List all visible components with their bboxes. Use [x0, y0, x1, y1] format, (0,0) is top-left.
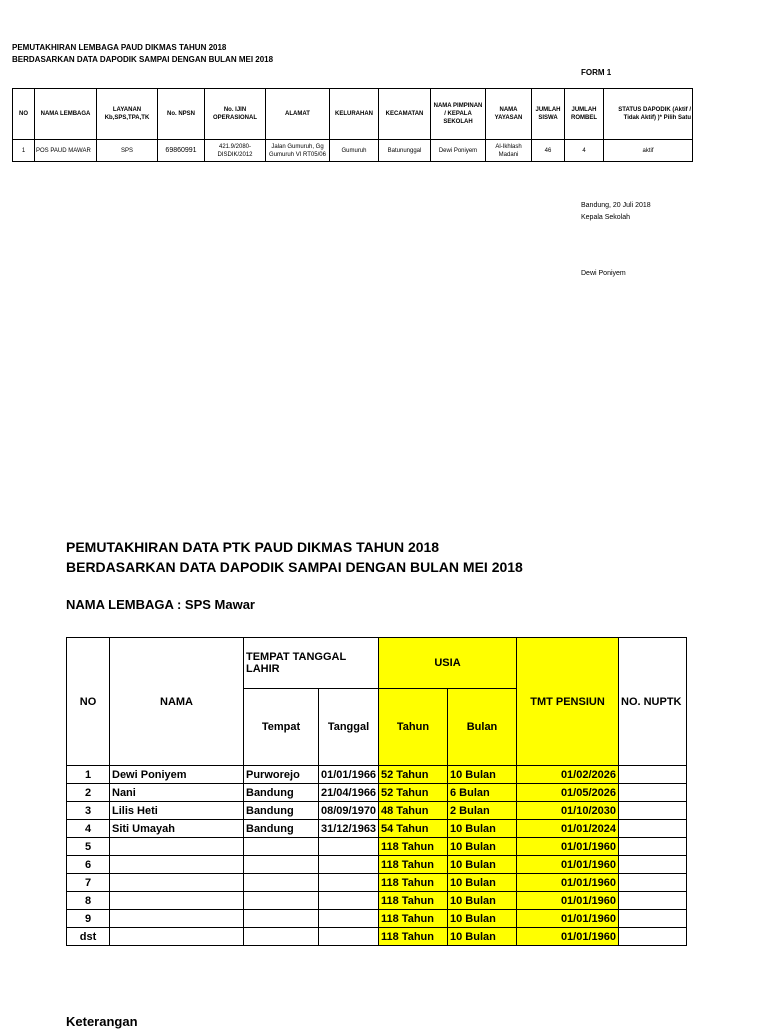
cell-tempat	[244, 874, 319, 892]
cell-nama: Siti Umayah	[110, 820, 244, 838]
cell-tempat: Purworejo	[244, 766, 319, 784]
ptk-title-line1: PEMUTAKHIRAN DATA PTK PAUD DIKMAS TAHUN 2018	[66, 539, 440, 555]
col-npsn: No. NPSN	[158, 89, 205, 140]
cell-tahun: 118 Tahun	[379, 874, 448, 892]
cell-nuptk	[619, 820, 687, 838]
cell-siswa: 46	[532, 140, 565, 162]
cell-nama	[110, 856, 244, 874]
cell-tmt: 01/01/2024	[517, 820, 619, 838]
cell-nama: Dewi Poniyem	[110, 766, 244, 784]
cell-status: aktif	[604, 140, 693, 162]
cell-nuptk	[619, 784, 687, 802]
lembaga-table	[12, 88, 693, 162]
cell-tanggal	[319, 928, 379, 946]
cell-tahun: 118 Tahun	[379, 910, 448, 928]
col-alamat: ALAMAT	[266, 89, 330, 140]
cell-nuptk	[619, 874, 687, 892]
col-bulan: Bulan	[448, 689, 517, 766]
cell-nama: Nani	[110, 784, 244, 802]
cell-alamat: Jalan Gumuruh, Gg Gumuruh VI RT05/06	[266, 140, 330, 162]
cell-bulan: 10 Bulan	[448, 892, 517, 910]
cell-tmt: 01/01/1960	[517, 874, 619, 892]
cell-nama	[110, 910, 244, 928]
cell-tahun: 118 Tahun	[379, 892, 448, 910]
cell-tmt: 01/01/1960	[517, 856, 619, 874]
cell-tahun: 118 Tahun	[379, 928, 448, 946]
table-row	[67, 910, 687, 928]
cell-tanggal	[319, 910, 379, 928]
cell-tempat: Bandung	[244, 802, 319, 820]
signature-place-date: Bandung, 20 Juli 2018	[581, 202, 651, 209]
cell-nama	[110, 874, 244, 892]
cell-no: 2	[67, 784, 110, 802]
ptk-table	[66, 637, 687, 946]
table-row	[67, 802, 687, 820]
cell-no: 1	[67, 766, 110, 784]
cell-bulan: 2 Bulan	[448, 802, 517, 820]
cell-tahun: 118 Tahun	[379, 838, 448, 856]
table-row	[67, 856, 687, 874]
table-row	[67, 820, 687, 838]
cell-tmt: 01/01/1960	[517, 892, 619, 910]
col-tanggal: Tanggal	[319, 689, 379, 766]
table-row	[67, 892, 687, 910]
table-row	[67, 766, 687, 784]
form1-title-line2: BERDASARKAN DATA DAPODIK SAMPAI DENGAN BULAN MEI 2018	[12, 55, 274, 64]
cell-no: 9	[67, 910, 110, 928]
cell-tahun: 118 Tahun	[379, 856, 448, 874]
cell-bulan: 10 Bulan	[448, 928, 517, 946]
cell-pimpinan: Dewi Poniyem	[431, 140, 486, 162]
cell-bulan: 10 Bulan	[448, 838, 517, 856]
col-ttl: TEMPAT TANGGAL LAHIR	[244, 638, 379, 689]
cell-tempat: Bandung	[244, 784, 319, 802]
cell-rombel: 4	[565, 140, 604, 162]
cell-tempat	[244, 838, 319, 856]
cell-no: dst	[67, 928, 110, 946]
cell-bulan: 10 Bulan	[448, 910, 517, 928]
cell-nuptk	[619, 838, 687, 856]
table-row	[67, 784, 687, 802]
cell-bulan: 10 Bulan	[448, 856, 517, 874]
cell-no: 8	[67, 892, 110, 910]
col-tahun: Tahun	[379, 689, 448, 766]
cell-ijin: 421.9/2080-DISDIK/2012	[205, 140, 266, 162]
cell-nuptk	[619, 928, 687, 946]
cell-tanggal: 21/04/1966	[319, 784, 379, 802]
cell-tmt: 01/01/1960	[517, 928, 619, 946]
col-nama-lembaga: NAMA LEMBAGA	[35, 89, 97, 140]
cell-bulan: 10 Bulan	[448, 766, 517, 784]
cell-kelurahan: Gumuruh	[330, 140, 379, 162]
col-yayasan: NAMA YAYASAN	[486, 89, 532, 140]
col-ijin: No. IJIN OPERASIONAL	[205, 89, 266, 140]
footer-label: Keterangan	[66, 1014, 138, 1029]
cell-tanggal	[319, 856, 379, 874]
cell-kecamatan: Batununggal	[379, 140, 431, 162]
cell-tanggal	[319, 874, 379, 892]
col-tmt: TMT PENSIUN	[517, 638, 619, 766]
cell-tempat: Bandung	[244, 820, 319, 838]
cell-tmt: 01/02/2026	[517, 766, 619, 784]
cell-no: 7	[67, 874, 110, 892]
cell-nama: Lilis Heti	[110, 802, 244, 820]
cell-nuptk	[619, 892, 687, 910]
cell-npsn: 69860991	[158, 140, 205, 162]
cell-tahun: 54 Tahun	[379, 820, 448, 838]
table-row	[67, 928, 687, 946]
cell-no: 6	[67, 856, 110, 874]
cell-tmt: 01/10/2030	[517, 802, 619, 820]
col-no: NO	[67, 638, 110, 766]
cell-tempat	[244, 856, 319, 874]
cell-layanan: SPS	[97, 140, 158, 162]
col-nama: NAMA	[110, 638, 244, 766]
signature-role: Kepala Sekolah	[581, 214, 631, 221]
cell-yayasan: Al-Ikhlash Madani	[486, 140, 532, 162]
cell-nuptk	[619, 802, 687, 820]
cell-tempat	[244, 928, 319, 946]
cell-nama	[110, 928, 244, 946]
cell-no: 1	[13, 140, 35, 162]
cell-nama	[110, 892, 244, 910]
col-tempat: Tempat	[244, 689, 319, 766]
ptk-body	[67, 766, 687, 946]
col-usia: USIA	[379, 638, 517, 689]
cell-bulan: 10 Bulan	[448, 820, 517, 838]
cell-tanggal: 31/12/1963	[319, 820, 379, 838]
cell-tahun: 48 Tahun	[379, 802, 448, 820]
cell-tanggal: 01/01/1966	[319, 766, 379, 784]
cell-nuptk	[619, 766, 687, 784]
cell-tanggal	[319, 838, 379, 856]
ptk-lembaga-name: NAMA LEMBAGA : SPS Mawar	[66, 597, 255, 612]
cell-tmt: 01/01/1960	[517, 838, 619, 856]
cell-no: 5	[67, 838, 110, 856]
table-row	[13, 140, 693, 162]
cell-nama-lembaga: POS PAUD MAWAR	[35, 140, 97, 162]
cell-nuptk	[619, 856, 687, 874]
col-layanan: LAYANAN Kb,SPS,TPA,TK	[97, 89, 158, 140]
table-row	[67, 874, 687, 892]
col-pimpinan: NAMA PIMPINAN / KEPALA SEKOLAH	[431, 89, 486, 140]
col-rombel: JUMLAH ROMBEL	[565, 89, 604, 140]
signature-name: Dewi Poniyem	[581, 270, 626, 277]
col-no: NO	[13, 89, 35, 140]
cell-tahun: 52 Tahun	[379, 766, 448, 784]
cell-tmt: 01/01/1960	[517, 910, 619, 928]
cell-bulan: 6 Bulan	[448, 784, 517, 802]
cell-tmt: 01/05/2026	[517, 784, 619, 802]
cell-tahun: 52 Tahun	[379, 784, 448, 802]
col-siswa: JUMLAH SISWA	[532, 89, 565, 140]
cell-no: 4	[67, 820, 110, 838]
cell-tanggal: 08/09/1970	[319, 802, 379, 820]
ptk-title-line2: BERDASARKAN DATA DAPODIK SAMPAI DENGAN BULAN MEI 2018	[66, 559, 523, 575]
col-status: STATUS DAPODIK (Aktif / Tidak Aktif) )* Pilih Satu	[604, 89, 693, 140]
cell-nuptk	[619, 910, 687, 928]
col-kelurahan: KELURAHAN	[330, 89, 379, 140]
cell-no: 3	[67, 802, 110, 820]
col-kecamatan: KECAMATAN	[379, 89, 431, 140]
cell-tempat	[244, 910, 319, 928]
cell-tempat	[244, 892, 319, 910]
form-label: FORM 1	[581, 68, 612, 77]
lembaga-header-row	[13, 89, 693, 140]
cell-bulan: 10 Bulan	[448, 874, 517, 892]
table-row	[67, 838, 687, 856]
col-nuptk: NO. NUPTK	[619, 638, 687, 766]
ptk-header-row-1	[67, 638, 687, 689]
cell-nama	[110, 838, 244, 856]
cell-tanggal	[319, 892, 379, 910]
form1-title-line1: PEMUTAKHIRAN LEMBAGA PAUD DIKMAS TAHUN 2018	[12, 43, 227, 52]
